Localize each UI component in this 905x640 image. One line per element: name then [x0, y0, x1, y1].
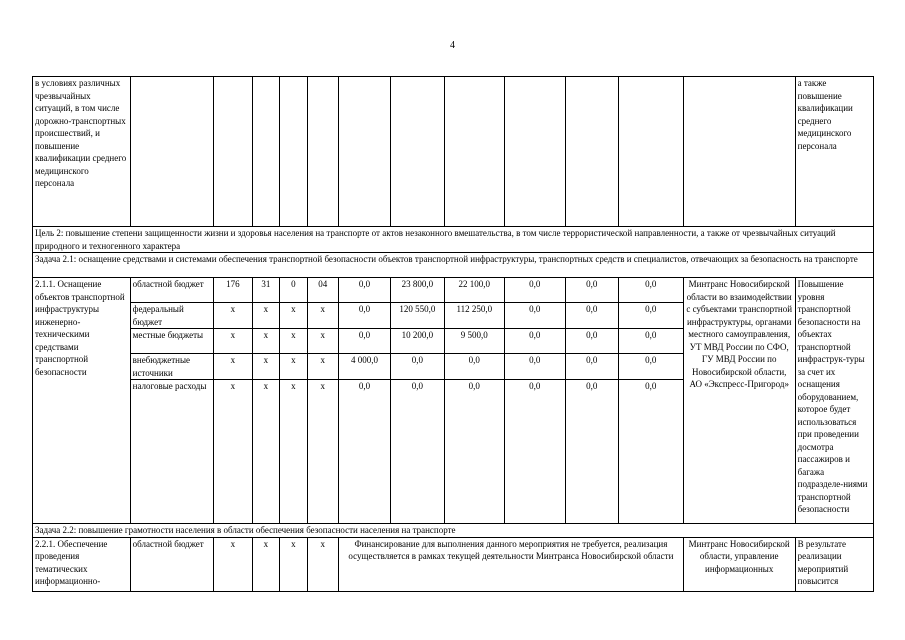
financing-note: Финансирование для выполнения данного мероприятия не требуется, реализация осуществляется в рамках текущей деятельности Минтранса Новосибирской области: [339, 537, 684, 591]
task-row: [33, 253, 874, 278]
table-row: [33, 77, 874, 227]
result-cell: Повышение уровня транспортной безопасности на объектах транспортной инфраструк-туры за счет их оснащения оборудованием, которое будет использоваться при проведении досмотра пассажиров и багажа подразделе-ниями транспортной безопасности: [795, 278, 873, 524]
page-number: 4: [450, 40, 455, 51]
table-row: местные бюджеты х х х х 0,0 10 200,0 9 500,0 0,0 0,0 0,0: [33, 329, 874, 354]
source-cell: областной бюджет: [130, 278, 213, 303]
result-cell: В результате реализации мероприятий повысится: [795, 537, 873, 591]
source-cell: местные бюджеты: [130, 329, 213, 354]
result-cell: а также повышение квалификации среднего медицинского персонала: [795, 77, 873, 227]
goal-text: Цель 2: повышение степени защищенности жизни и здоровья населения на транспорте от актов незаконного вмешательства, в том числе террористической направленности, а также от чрезвычайных ситуаций природного и техногенного характера: [33, 227, 874, 253]
task-text: Задача 2.2: повышение грамотности населения в области обеспечения безопасности населения на транспорте: [33, 524, 874, 538]
measure-name-cell: 2.2.1. Обеспечение проведения тематических информационно-: [33, 537, 131, 591]
program-table: [32, 76, 874, 592]
measure-name-cell: в условиях различных чрезвычайных ситуаций, в том числе дорожно-транспортных происшествий, и повышение квалификации среднего медицинского персонала: [33, 77, 131, 227]
measure-name-cell: 2.1.1. Оснащение объектов транспортной инфраструктуры инженерно-техническими средствами транспортной безопасности: [33, 278, 131, 524]
table-row: налоговые расходы х х х х 0,0 0,0 0,0 0,0 0,0 0,0: [33, 380, 874, 524]
executor-cell: Минтранс Новосибирской области во взаимодействии с субъектами транспортной инфраструктуры, органами местного самоуправления, УТ МВД России по СФО, ГУ МВД России по Новосибирской области, АО «Экспресс-Пригород»: [683, 278, 795, 524]
task-text: Задача 2.1: оснащение средствами и системами обеспечения транспортной безопасности объектов транспортной инфраструктуры, транспортных средств и специалистов, отвечающих за безопасность на транспорте: [33, 253, 874, 278]
source-cell: федеральный бюджет: [130, 303, 213, 329]
goal-row: [33, 227, 874, 253]
table-row: внебюджетные источники х х х х 4 000,0 0,0 0,0 0,0 0,0 0,0: [33, 354, 874, 380]
executor-cell: Минтранс Новосибирской области, управление информационных: [683, 537, 795, 591]
table-row: 2.2.1. Обеспечение проведения тематических информационно- областной бюджет х х х х Финансирование для выполнения данного мероприятия не требуется, реализация осуществляется в рамках текущей деятельности Минтранса Новосибирской области Минтранс Новосибирской области, управление информационных В результате реализации мероприятий повысится: [33, 537, 874, 591]
table-row: 2.1.1. Оснащение объектов транспортной инфраструктуры инженерно-техническими средствами транспортной безопасности областной бюджет 176 31 0 04 0,0 23 800,0 22 100,0 0,0 0,0 0,0 Минтранс Новосибирской области во взаимодействии с субъектами транспортной инфраструктуры, органами местного самоуправления, УТ МВД России по СФО, ГУ МВД России по Новосибирской области, АО «Экспресс-Пригород» Повышение уровня транспортной безопасности на объектах транспортной инфраструк-туры за счет их оснащения оборудованием, которое будет использоваться при проведении досмотра пассажиров и багажа подразделе-ниями транспортной безопасности: [33, 278, 874, 303]
table-row: федеральный бюджет х х х х 0,0 120 550,0 112 250,0 0,0 0,0 0,0: [33, 303, 874, 329]
source-cell: внебюджетные источники: [130, 354, 213, 380]
source-cell: областной бюджет: [130, 537, 213, 591]
task-row: [33, 524, 874, 538]
source-cell: налоговые расходы: [130, 380, 213, 524]
